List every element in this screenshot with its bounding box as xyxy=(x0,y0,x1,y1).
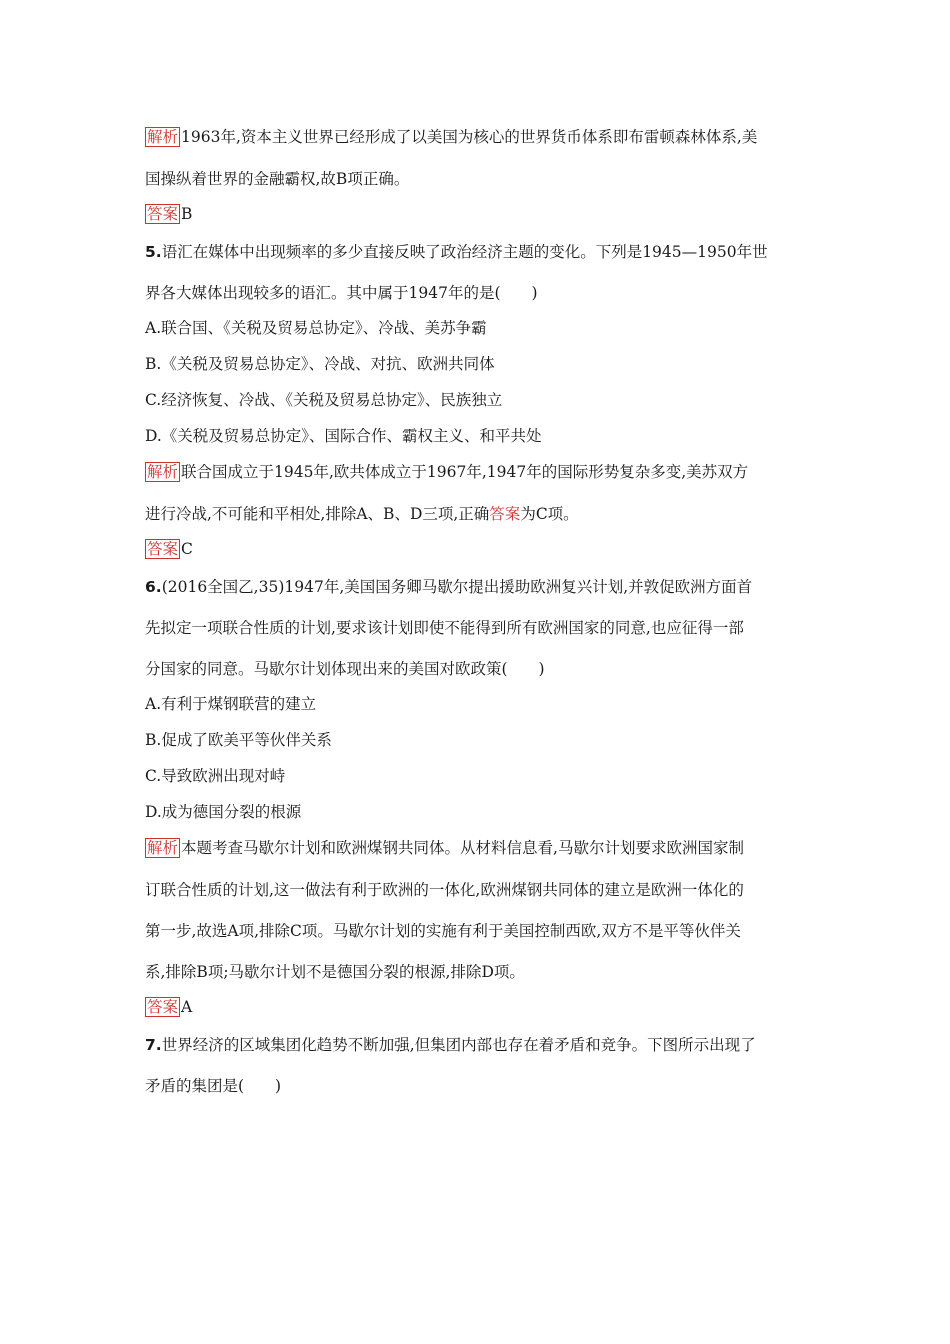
q6-analysis-line-4: 系,排除B项;马歇尔计划不是德国分裂的根源,排除D项。 xyxy=(145,963,525,981)
question-number: 6. xyxy=(145,578,162,596)
analysis-tag: 解析 xyxy=(147,463,179,481)
q6-analysis-line-2: 订联合性质的计划,这一做法有利于欧洲的一体化,欧洲煤钢共同体的建立是欧洲一体化的 xyxy=(145,881,744,899)
answer-keyword: 答案 xyxy=(489,505,521,523)
q5-answer: 答案 C xyxy=(147,540,193,558)
q6-stem-line-3: 分国家的同意。马歇尔计划体现出来的美国对欧政策( ) xyxy=(145,660,545,678)
q5-stem-line-2: 界各大媒体出现较多的语汇。其中属于1947年的是( ) xyxy=(145,284,538,302)
q6-option-a: A.有利于煤钢联营的建立 xyxy=(145,695,317,713)
q6-analysis-line-1: 解析 本题考查马歇尔计划和欧洲煤钢共同体。从材料信息看,马歇尔计划要求欧洲国家制 xyxy=(147,839,744,857)
q5-analysis-line-2: 进行冷战,不可能和平相处,排除A、B、D三项,正确答案为C项。 xyxy=(145,505,579,523)
q6-option-b: B.促成了欧美平等伙伴关系 xyxy=(145,731,332,749)
answer-tag: 答案 xyxy=(147,998,179,1016)
question-number: 7. xyxy=(145,1036,162,1054)
answer-tag: 答案 xyxy=(147,540,179,558)
q5-option-c: C.经济恢复、冷战、《关税及贸易总协定》、民族独立 xyxy=(145,391,503,409)
q6-analysis-line-3: 第一步,故选A项,排除C项。马歇尔计划的实施有利于美国控制西欧,双方不是平等伙伴关 xyxy=(145,922,741,940)
q6-option-d: D.成为德国分裂的根源 xyxy=(145,803,302,821)
q5-option-a: A.联合国、《关税及贸易总协定》、冷战、美苏争霸 xyxy=(145,319,487,337)
q4-answer: 答案 B xyxy=(147,205,193,223)
q6-option-c: C.导致欧洲出现对峙 xyxy=(145,767,286,785)
question-number: 5. xyxy=(145,243,162,261)
q5-stem-line-1: 5.语汇在媒体中出现频率的多少直接反映了政治经济主题的变化。下列是1945—1950年世 xyxy=(145,243,768,261)
q4-analysis-line-2: 国操纵着世界的金融霸权,故B项正确。 xyxy=(145,170,410,188)
q4-analysis-line-1: 解析 1963年,资本主义世界已经形成了以美国为核心的世界货币体系即布雷顿森林体系,美 xyxy=(147,128,758,146)
q5-analysis-line-1: 解析 联合国成立于1945年,欧共体成立于1967年,1947年的国际形势复杂多变,美苏双方 xyxy=(147,463,749,481)
analysis-tag: 解析 xyxy=(147,839,179,857)
q6-stem-line-2: 先拟定一项联合性质的计划,要求该计划即使不能得到所有欧洲国家的同意,也应征得一部 xyxy=(145,619,744,637)
q6-stem-line-1: 6.(2016全国乙,35)1947年,美国国务卿马歇尔提出援助欧洲复兴计划,并敦促欧洲方面首 xyxy=(145,578,753,596)
analysis-tag: 解析 xyxy=(147,128,179,146)
q7-stem-line-2: 矛盾的集团是( ) xyxy=(145,1077,282,1095)
answer-tag: 答案 xyxy=(147,205,179,223)
q5-option-b: B.《关税及贸易总协定》、冷战、对抗、欧洲共同体 xyxy=(145,355,495,373)
q5-option-d: D.《关税及贸易总协定》、国际合作、霸权主义、和平共处 xyxy=(145,427,542,445)
q7-stem-line-1: 7.世界经济的区域集团化趋势不断加强,但集团内部也存在着矛盾和竞争。下图所示出现了 xyxy=(145,1036,756,1054)
q6-answer: 答案 A xyxy=(147,998,193,1016)
